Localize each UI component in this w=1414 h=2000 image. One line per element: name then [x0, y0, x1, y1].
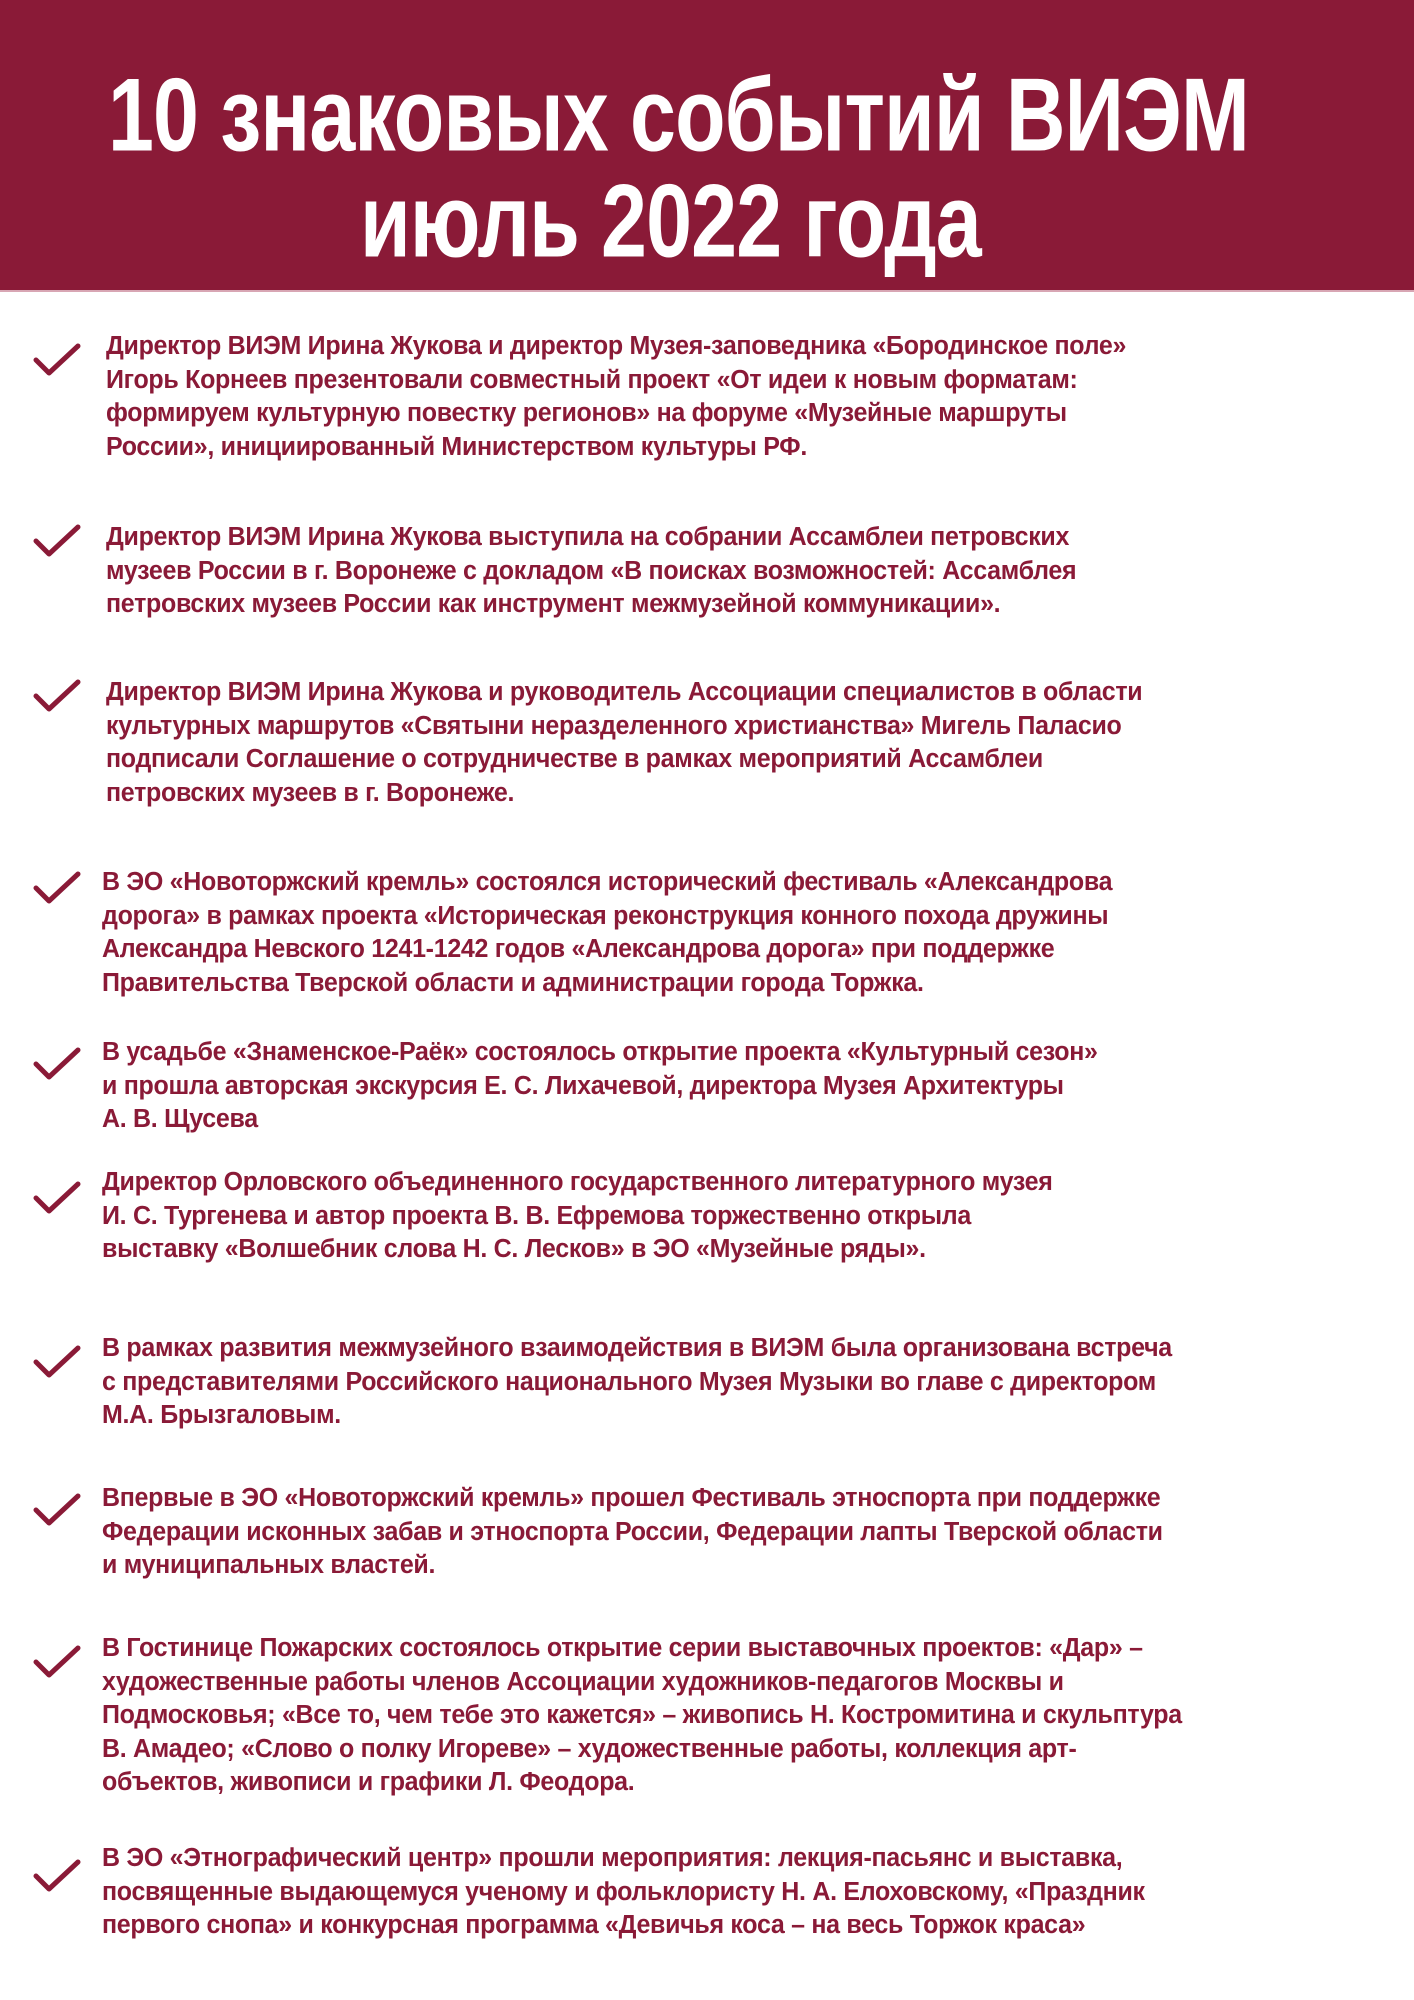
event-text — [102, 1332, 1366, 1433]
event-text-line: Александра Невского 1241-1242 годов «Александрова дорога» при поддержке — [102, 935, 1055, 963]
event-text-line: формируем культурную повестку регионов» на форуме «Музейные маршруты — [106, 399, 1067, 427]
event-text-line: посвященные выдающемуся ученому и фольклористу Н. А. Елоховскому, «Праздник — [102, 1877, 1145, 1906]
event-text — [106, 676, 1370, 810]
checkmark-icon — [32, 1856, 84, 1896]
event-text-line: Игорь Корнеев презентовали совместный проект «От идеи к новым форматам: — [106, 365, 1078, 394]
checkmark-icon — [32, 340, 84, 380]
header-banner — [0, 0, 1414, 292]
checkmark-icon — [32, 1642, 84, 1682]
event-text-line: В. Амадео; «Слово о полку Игореве» – художественные работы, коллекция арт- — [102, 1734, 1077, 1763]
event-text-line: и муниципальных властей. — [102, 1551, 436, 1579]
event-text-line: В усадьбе «Знаменское-Раёк» состоялось открытие проекта «Культурный сезон» — [102, 1038, 1098, 1066]
event-text-line: подписали Соглашение о сотрудничестве в рамках мероприятий Ассамблеи — [106, 745, 1043, 773]
event-text-line: Впервые в ЭО «Новоторжский кремль» прошел Фестиваль этноспорта при поддержке — [102, 1484, 1161, 1512]
event-text-line: И. С. Тургенева и автор проекта В. В. Ефремова торжественно открыла — [102, 1201, 971, 1230]
event-text-line: В ЭО «Новоторжский кремль» состоялся исторический фестиваль «Александрова — [102, 868, 1113, 896]
event-text — [102, 1166, 1366, 1267]
page-title-line-2: июль 2022 года — [360, 163, 981, 280]
event-text-line: России», инициированный Министерством культуры РФ. — [106, 432, 807, 461]
event-text — [102, 1632, 1366, 1800]
event-text — [106, 330, 1370, 464]
checkmark-icon — [32, 676, 84, 716]
event-text — [102, 1036, 1366, 1137]
event-text-line: первого снопа» и конкурсная программа «Девичья коса – на весь Торжок краса» — [102, 1911, 1086, 1939]
event-text-line: Директор Орловского объединенного государственного литературного музея — [102, 1168, 1053, 1196]
event-text — [102, 1842, 1366, 1943]
checkmark-icon — [32, 1178, 84, 1218]
checkmark-icon — [32, 1342, 84, 1382]
event-text-line: музеев России в г. Воронеже с докладом «В поисках возможностей: Ассамблея — [106, 556, 1077, 585]
checkmark-icon — [32, 521, 84, 561]
event-text-line: петровских музеев России как инструмент межмузейной коммуникации». — [106, 590, 1001, 618]
event-text-line: А. В. Щусева — [102, 1105, 258, 1133]
event-text-line: выставку «Волшебник слова Н. С. Лесков» в ЭО «Музейные ряды». — [102, 1235, 926, 1263]
event-text-line: Директор ВИЭМ Ирина Жукова и директор Музея-заповедника «Бородинское поле» — [106, 332, 1127, 360]
event-text-line: с представителями Российского национального Музея Музыки во главе с директором — [102, 1367, 1156, 1396]
event-text-line: В Гостинице Пожарских состоялось открытие серии выставочных проектов: «Дар» – — [102, 1634, 1143, 1662]
checkmark-icon — [32, 868, 84, 908]
event-text-line: петровских музеев в г. Воронеже. — [106, 778, 515, 807]
event-text-line: дорога» в рамках проекта «Историческая реконструкция конного похода дружины — [102, 901, 1109, 930]
event-text-line: культурных маршрутов «Святыни неразделенного христианства» Мигель Паласио — [106, 711, 1122, 740]
event-text-line: Директор ВИЭМ Ирина Жукова и руководитель Ассоциации специалистов в области — [106, 678, 1143, 706]
event-text-line: художественные работы членов Ассоциации художников-педагогов Москвы и — [102, 1667, 1064, 1696]
event-text-line: и прошла авторская экскурсия Е. С. Лихачевой, директора Музея Архитектуры — [102, 1071, 1064, 1100]
event-text-line: В ЭО «Этнографический центр» прошли мероприятия: лекция-пасьянс и выставка, — [102, 1844, 1123, 1872]
event-text — [102, 866, 1366, 1000]
event-text-line: Подмосковья; «Все то, чем тебе это кажется» – живопись Н. Костромитина и скульптура — [102, 1701, 1182, 1729]
event-text-line: Правительства Тверской области и администрации города Торжка. — [102, 968, 924, 997]
event-text-line: М.А. Брызгаловым. — [102, 1401, 341, 1429]
event-text-line: В рамках развития межмузейного взаимодействия в ВИЭМ была организована встреча — [102, 1334, 1172, 1362]
checkmark-icon — [32, 1490, 84, 1530]
checkmark-icon — [32, 1044, 84, 1084]
event-text — [102, 1482, 1366, 1583]
event-text-line: Директор ВИЭМ Ирина Жукова выступила на собрании Ассамблеи петровских — [106, 523, 1070, 551]
page-title-line-1: 10 знаковых событий ВИЭМ — [108, 57, 1249, 174]
event-text-line: Федерации исконных забав и этноспорта России, Федерации лапты Тверской области — [102, 1517, 1163, 1546]
event-text-line: объектов, живописи и графики Л. Феодора. — [102, 1768, 635, 1796]
event-text — [106, 521, 1370, 622]
